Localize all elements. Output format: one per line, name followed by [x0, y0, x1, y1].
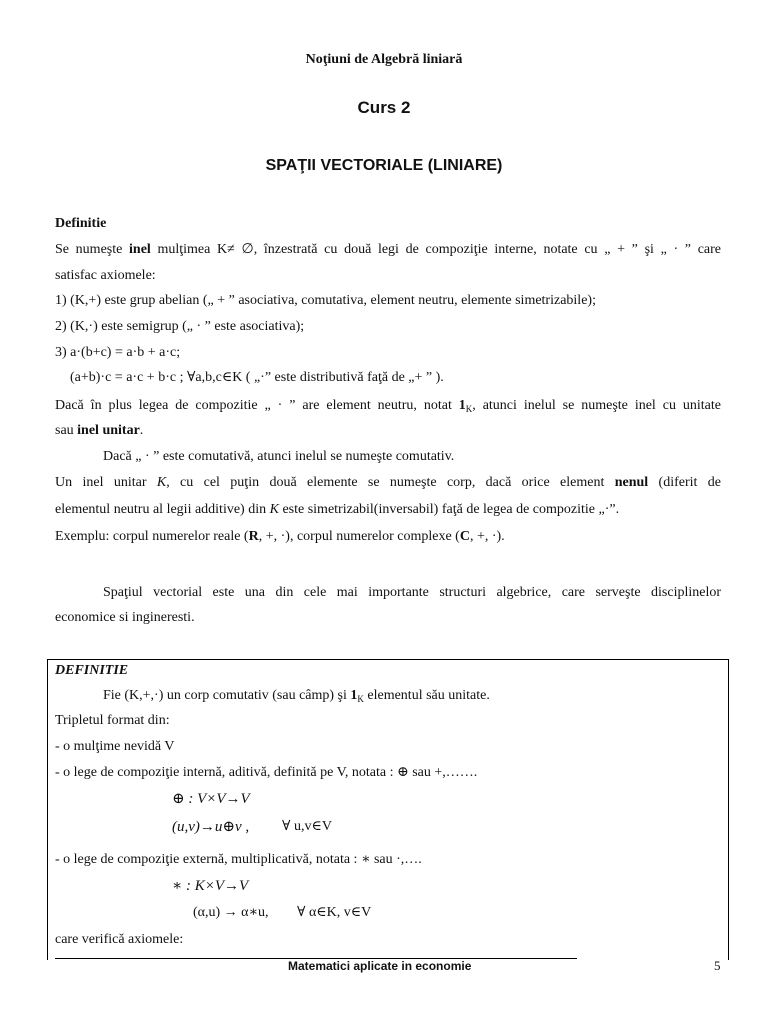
ring-def-line1: Se numeşte inel mulţimea K≠ ∅, înzestrată cu două legi de compoziţie interne, notate cu „ + ” şi „ · ” care	[55, 242, 721, 257]
axiom-3b: (a+b)·c = a·c + b·c ; ∀a,b,c∈K ( „·” este distributivă faţă de „+ ” ).	[70, 370, 444, 385]
formula-external-quantifier: ∀ α∈K, v∈V	[297, 905, 372, 920]
intro-line2: economice si ingineresti.	[55, 610, 195, 625]
field-def-line1: Un inel unitar K, cu cel puţin două elemente se numeşte corp, dacă orice element nenul (diferit de	[55, 475, 721, 490]
axiom-3: 3) a·(b+c) = a·b + a·c;	[55, 345, 181, 360]
box-item-internal-law: - o lege de compoziţie internă, aditivă, definită pe V, notata : ⊕ sau +,…….	[55, 765, 478, 780]
box-fie: Fie (K,+,·) un corp comutativ (sau câmp) şi $1_K$ elementul său unitate.	[103, 688, 490, 704]
definition-heading: Definitie	[55, 216, 107, 231]
formula-internal-quantifier: ∀ u,v∈V	[282, 819, 332, 834]
unit-ring-line1: Dacă în plus legea de compozitie „ · ” are element neutru, notat $1_K$, atunci inelul se numeşte inel cu unitate	[55, 398, 721, 414]
field-example: Exemplu: corpul numerelor reale (R, +, ·), corpul numerelor complexe (C, +, ·).	[55, 529, 505, 544]
topic-title: SPAŢII VECTORIALE (LINIARE)	[265, 157, 503, 174]
formula-internal-law: ⊕ : V×V→V	[172, 791, 250, 807]
formula-external-map: (α,u) → α∗u,	[193, 905, 269, 920]
commutative-ring: Dacă „ · ” este comutativă, atunci inelul se numeşte comutativ.	[103, 449, 455, 464]
box-title: DEFINITIE	[55, 663, 129, 678]
course-title: Noţiuni de Algebră liniară	[305, 52, 463, 67]
axiom-2: 2) (K,·) este semigrup („ · ” este asociativa);	[55, 319, 305, 334]
page-number: 5	[714, 958, 721, 973]
intro-line1: Spaţiul vectorial este una din cele mai importante structuri algebrice, care serveşte disciplinelor	[103, 585, 721, 600]
formula-internal-map: (u,v)→u⊕v ,	[172, 819, 250, 835]
unit-ring-line2: sau inel unitar.	[55, 423, 144, 438]
field-def-line2: elementul neutru al legii additive) din K este simetrizabil(inversabil) faţă de legea de compozitie „·”.	[55, 502, 620, 517]
axiom-1: 1) (K,+) este grup abelian („ + ” asociativa, comutativa, element neutru, elemente simetrizabile);	[55, 293, 596, 308]
footer-title: Matematici aplicate in economie	[288, 959, 472, 973]
ring-def-line2: satisfac axiomele:	[55, 268, 156, 283]
box-verify-axioms: care verifică axiomele:	[55, 932, 184, 947]
box-item-set: - o mulţime nevidă V	[55, 739, 175, 754]
lecture-title: Curs 2	[357, 98, 411, 117]
formula-external-law: ∗ : K×V→V	[172, 878, 249, 894]
box-item-external-law: - o lege de compoziţie externă, multiplicativă, notata : ∗ sau ·,….	[55, 852, 422, 867]
box-triplet: Tripletul format din:	[55, 713, 170, 728]
